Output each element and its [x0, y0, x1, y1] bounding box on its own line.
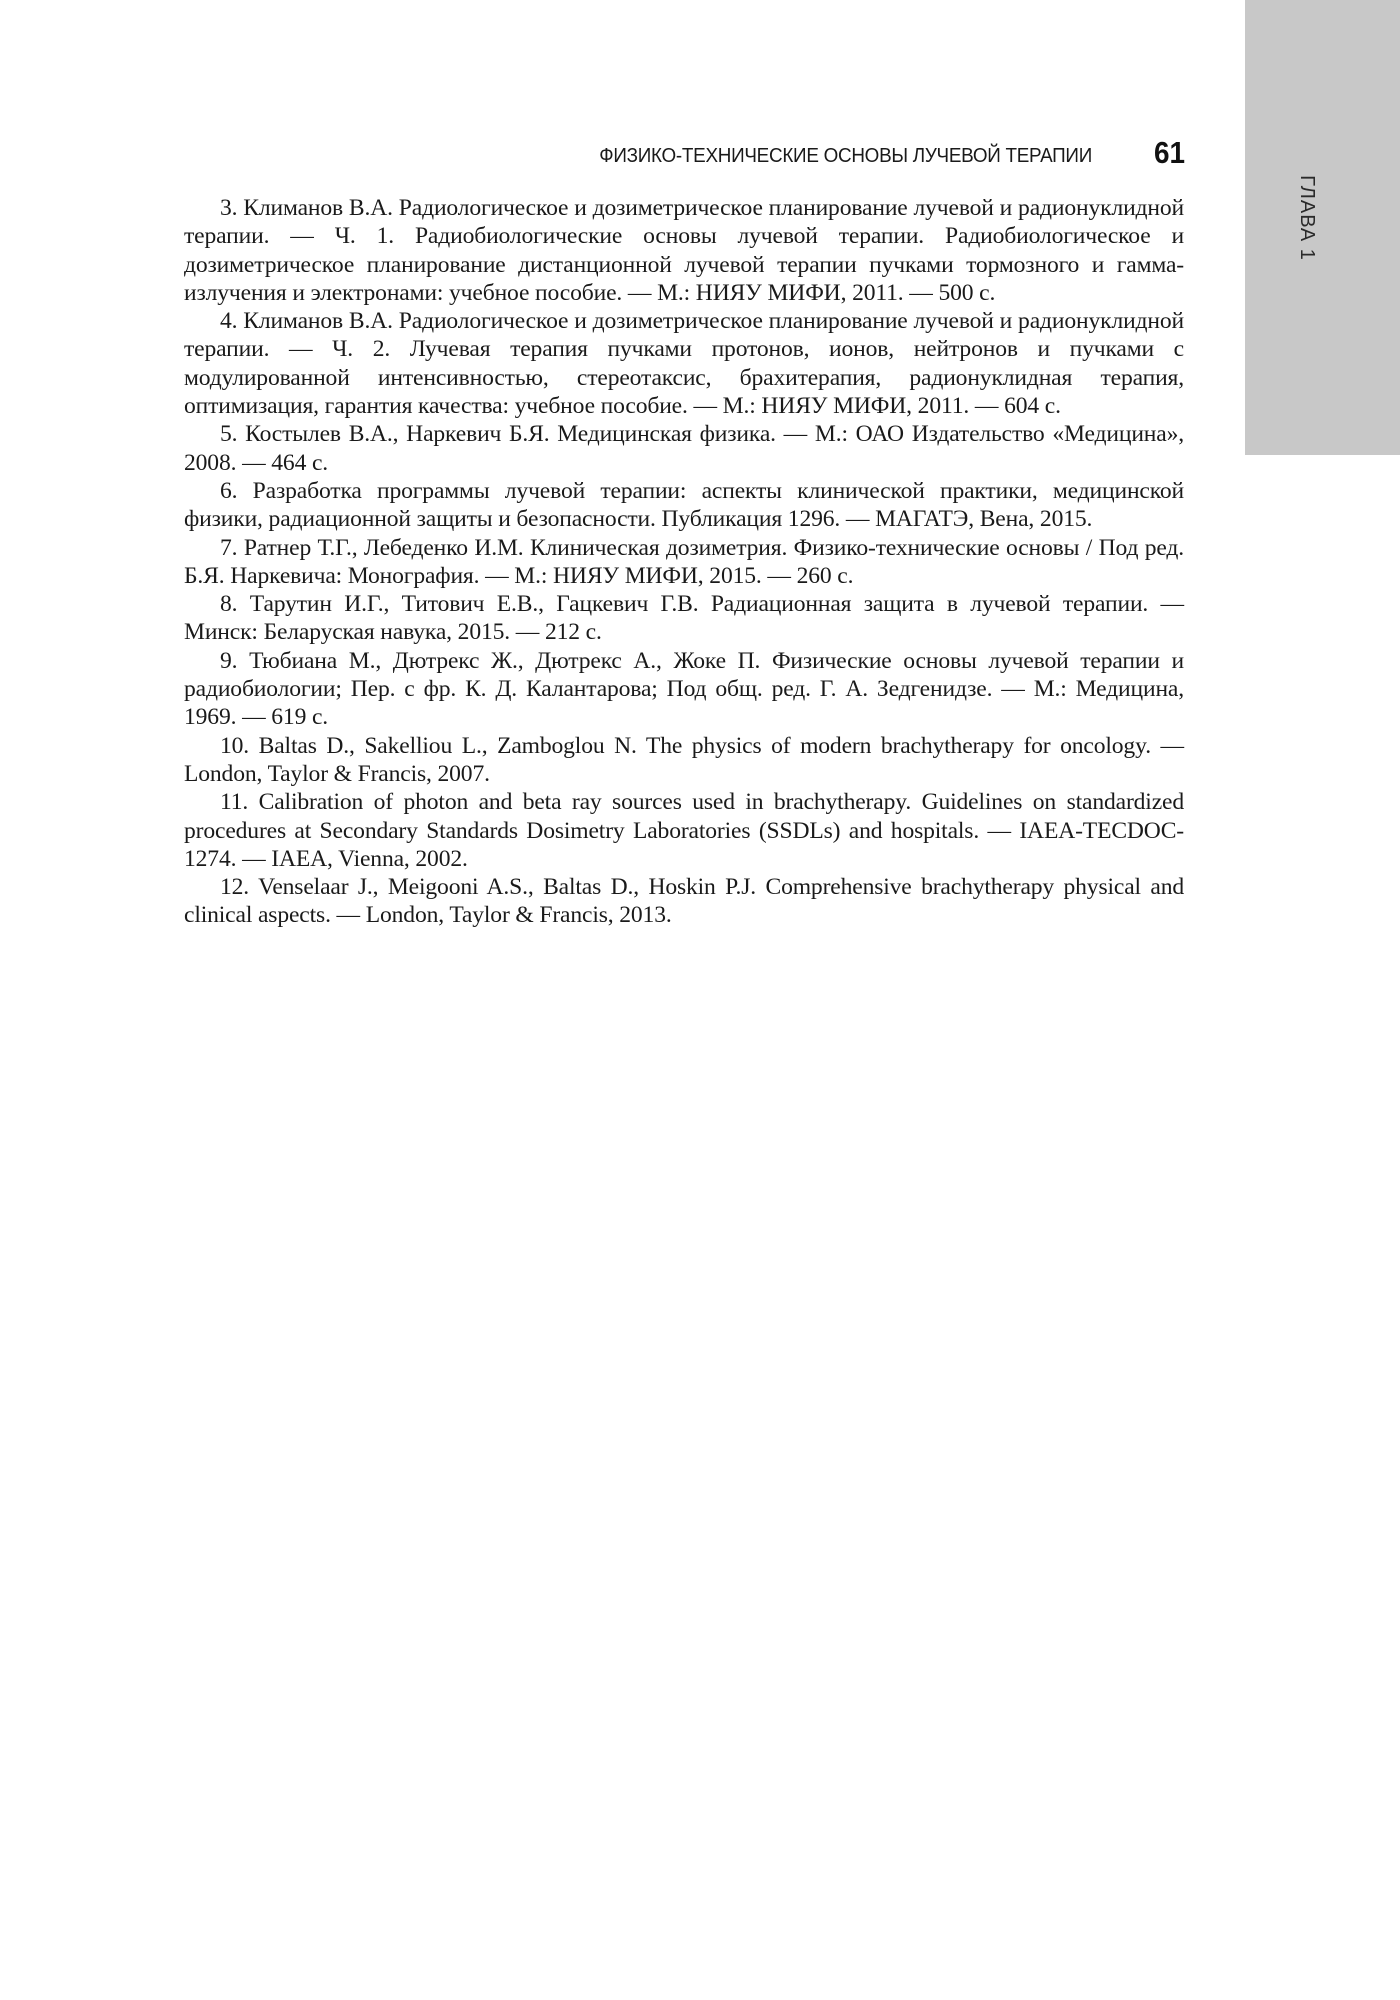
chapter-side-tab: [1245, 0, 1400, 455]
reference-item-9: 9. Тюбиана М., Дютрекс Ж., Дютрекс А., Жоке П. Физические основы лучевой терапии и радиобиологии; Пер. с фр. К. Д. Калантарова; Под общ. ред. Г. А. Зедгенидзе. — М.: Медицина, 1969. — 619 с.: [184, 647, 1184, 731]
chapter-tab-label: ГЛАВА 1: [1296, 175, 1318, 261]
page-number: 61: [1153, 135, 1185, 170]
reference-item-3: 3. Климанов В.А. Радиологическое и дозиметрическое планирование лучевой и радионуклидной терапии. — Ч. 1. Радиобиологические основы лучевой терапии. Радиобиологическое и дозиметрическое планирование дистанционной лучевой терапии пучками тормозного и гамма-излучения и электронами: учебное пособие. — М.: НИЯУ МИФИ, 2011. — 500 с.: [184, 195, 1184, 306]
reference-item-6: 6. Разработка программы лучевой терапии: аспекты клинической практики, медицинской физики, радиационной защиты и безопасности. Публикация 1296. — МАГАТЭ, Вена, 2015.: [184, 477, 1184, 533]
reference-list: [184, 194, 1184, 930]
reference-item-10: 10. Baltas D., Sakelliou L., Zamboglou N. The physics of modern brachytherapy for oncology. — London, Taylor & Francis, 2007.: [184, 732, 1184, 787]
reference-item-8: 8. Тарутин И.Г., Титович Е.В., Гацкевич Г.В. Радиационная защита в лучевой терапии. — Минск: Беларуская навука, 2015. — 212 с.: [184, 591, 1184, 646]
reference-item-7: 7. Ратнер Т.Г., Лебеденко И.М. Клиническая дозиметрия. Физико-технические основы / Под ред. Б.Я. Наркевича: Монография. — М.: НИЯУ МИФИ, 2015. — 260 с.: [184, 534, 1184, 589]
reference-item-12: 12. Venselaar J., Meigooni A.S., Baltas D., Hoskin P.J. Comprehensive brachytherapy physical and clinical aspects. — London, Taylor & Francis, 2013.: [184, 874, 1184, 929]
running-header-title: ФИЗИКО-ТЕХНИЧЕСКИЕ ОСНОВЫ ЛУЧЕВОЙ ТЕРАПИИ: [599, 144, 1092, 167]
reference-item-4: 4. Климанов В.А. Радиологическое и дозиметрическое планирование лучевой и радионуклидной терапии. — Ч. 2. Лучевая терапия пучками протонов, ионов, нейтронов и пучками с модулированной интенсивностью, стереотаксис, брахитерапия, радионуклидная терапия, оптимизация, гарантия качества: учебное пособие. — М.: НИЯУ МИФИ, 2011. — 604 с.: [184, 308, 1184, 420]
reference-item-5: 5. Костылев В.А., Наркевич Б.Я. Медицинская физика. — М.: ОАО Издательство «Медицина», 2008. — 464 с.: [184, 421, 1184, 476]
reference-item-11: 11. Calibration of photon and beta ray sources used in brachytherapy. Guidelines on standardized procedures at Secondary Standards Dosimetry Laboratories (SSDLs) and hospitals. — IAEA-TECDOC-1274. — IAEA, Vienna, 2002.: [184, 789, 1184, 872]
